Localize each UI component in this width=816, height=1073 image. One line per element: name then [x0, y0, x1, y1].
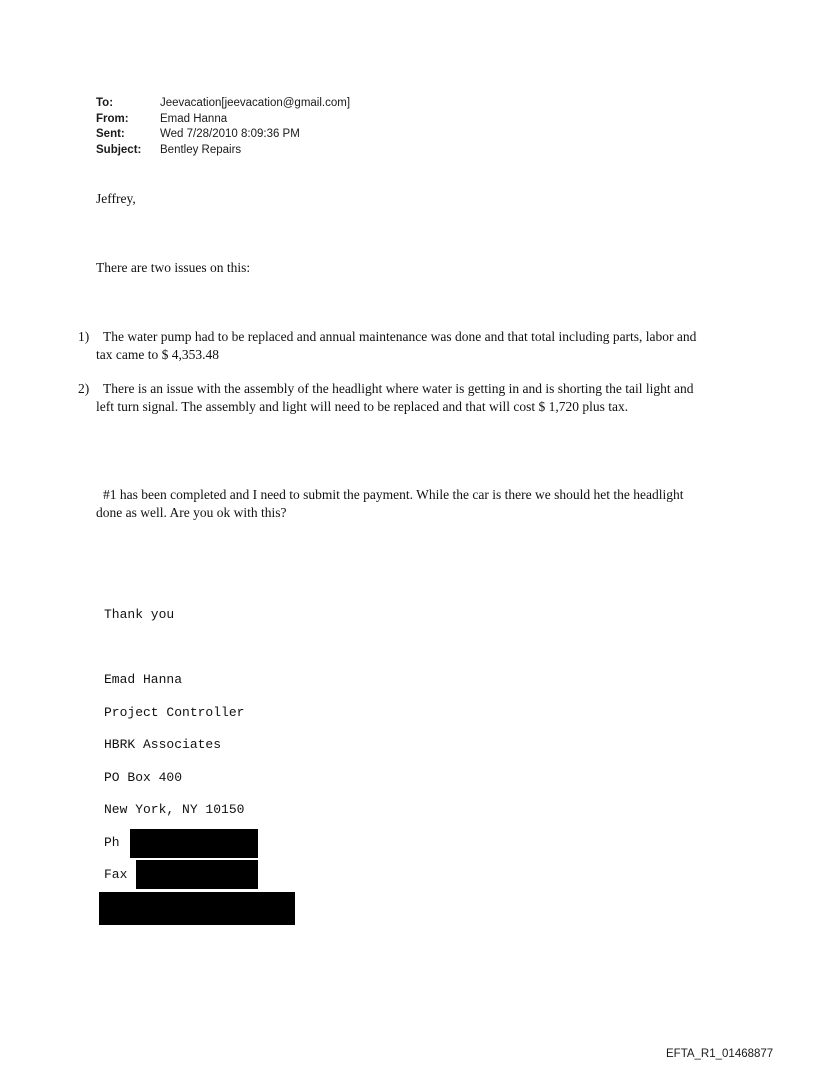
signature-title: Project Controller [104, 704, 245, 720]
header-value-sent: Wed 7/28/2010 8:09:36 PM [160, 128, 300, 140]
greeting: Jeffrey, [96, 191, 136, 206]
signature-name: Emad Hanna [104, 672, 183, 687]
signature-fax-label: Fax [104, 867, 128, 882]
header-row-to [96, 96, 350, 112]
list-number-1: 1) [78, 329, 90, 344]
list-number-2: 2) [78, 381, 90, 396]
header-label-to: To: [96, 97, 114, 109]
signature-phone-label: Ph [104, 834, 120, 850]
header-row-subject [96, 143, 350, 159]
list-text-2: There is an issue with the assembly of the headlight where water is getting in and is shorting the tail light and left turn signal. The assembly and light will need to be replaced and that will cost $ 1,720 plus tax. [96, 381, 694, 414]
redaction-box-phone [130, 829, 258, 858]
redaction-box-fax [136, 860, 258, 889]
list-item-1 [78, 328, 708, 363]
header-label-from: From: [96, 112, 129, 125]
header-value-to: Jeevacation[jeevacation@gmail.com] [160, 97, 351, 109]
email-header-block [96, 96, 350, 158]
intro-line: There are two issues on this: [96, 260, 251, 275]
header-row-sent [96, 127, 350, 143]
redaction-box-bottom [99, 892, 295, 925]
signature-thanks: Thank you [104, 607, 175, 622]
signature-company: HBRK Associates [104, 737, 222, 752]
header-value-subject: Bentley Repairs [160, 143, 242, 156]
header-label-sent: Sent: [96, 128, 125, 140]
bates-number: EFTA_R1_01468877 [666, 1048, 774, 1060]
list-item-2 [78, 380, 708, 415]
header-label-subject: Subject: [96, 143, 142, 156]
header-row-from [96, 112, 350, 128]
closing-paragraph: #1 has been completed and I need to submit the payment. While the car is there we should het the headlight done as well. Are you ok with this? [96, 487, 684, 520]
header-value-from: Emad Hanna [160, 112, 228, 125]
list-text-1: The water pump had to be replaced and annual maintenance was done and that total including parts, labor and tax came to $ 4,353.48 [96, 329, 697, 362]
signature-address2: New York, NY 10150 [104, 802, 245, 817]
signature-address1: PO Box 400 [104, 769, 183, 785]
